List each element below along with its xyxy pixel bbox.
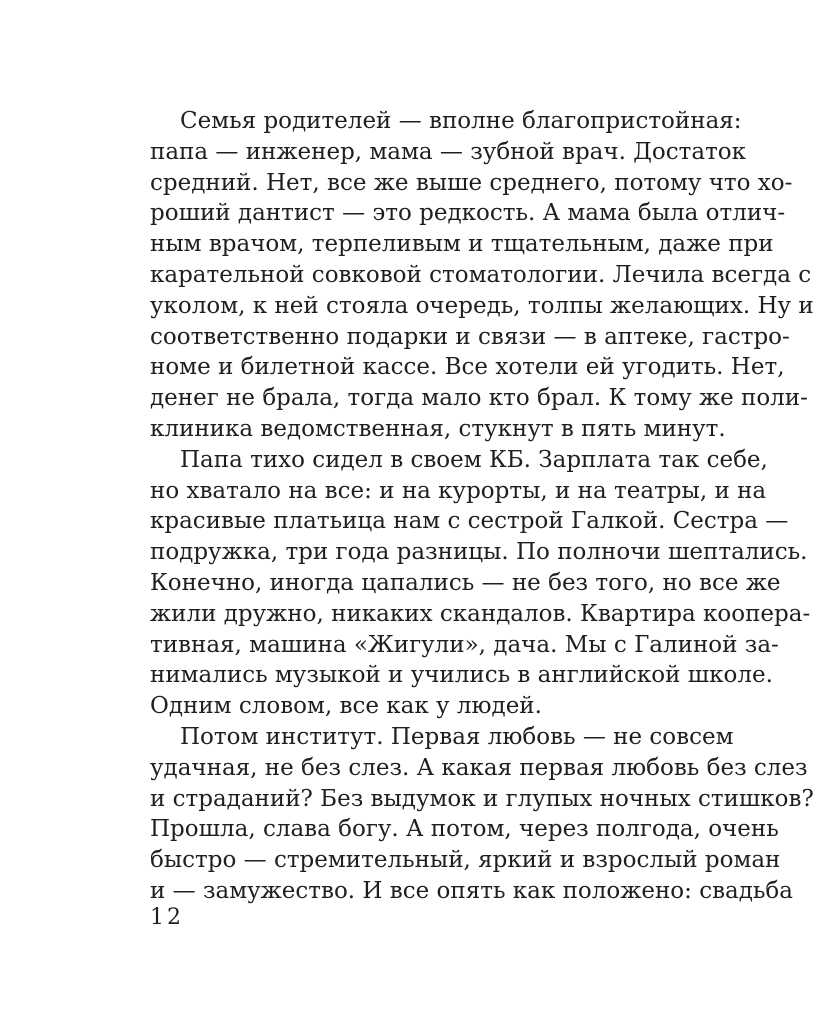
paragraph-1-line: папа — инженер, мама — зубной врач. Достаток [150, 138, 747, 165]
paragraph-2-line: жили дружно, никаких скандалов. Квартира коопера- [150, 600, 811, 627]
page-number: 12 [150, 905, 184, 930]
paragraph-2-line: нимались музыкой и учились в английской школе. [150, 662, 773, 689]
paragraph-1-line: клиника ведомственная, стукнут в пять минут. [150, 415, 726, 442]
paragraph-3-line: и — замужество. И все опять как положено: свадьба [150, 877, 793, 904]
paragraph-3-line: быстро — стремительный, яркий и взрослый роман [150, 847, 781, 874]
paragraph-2-line: Конечно, иногда цапались — не без того, но все же [150, 569, 781, 596]
paragraph-1-line: номе и билетной кассе. Все хотели ей угодить. Нет, [150, 354, 785, 381]
paragraph-2-line: Папа тихо сидел в своем КБ. Зарплата так себе, [180, 446, 768, 473]
paragraph-1-line: соответственно подарки и связи — в аптеке, гастро- [150, 323, 790, 350]
paragraph-2-line: но хватало на все: и на курорты, и на театры, и на [150, 477, 767, 504]
paragraph-2-line: красивые платьица нам с сестрой Галкой. Сестра — [150, 508, 789, 535]
paragraph-1-line: карательной совковой стоматологии. Лечила всегда с [150, 261, 812, 288]
paragraph-3-line: Потом институт. Первая любовь — не совсем [180, 723, 734, 750]
paragraph-2-line: подружка, три года разницы. По полночи шептались. [150, 539, 808, 566]
paragraph-1-line: денег не брала, тогда мало кто брал. К тому же поли- [150, 385, 808, 412]
paragraph-1-line: Семья родителей — вполне благопристойная: [180, 108, 742, 134]
paragraph-1-line: средний. Нет, все же выше среднего, потому что хо- [150, 169, 793, 196]
paragraph-3-line: Прошла, слава богу. А потом, через полгода, очень [150, 816, 779, 843]
paragraph-3-line: и страданий? Без выдумок и глупых ночных стишков? [150, 785, 814, 812]
body-text [150, 106, 814, 907]
paragraph-2-line: Одним словом, все как у людей. [150, 693, 542, 720]
paragraph-1-line: ным врачом, терпеливым и тщательным, даже при [150, 231, 774, 258]
paragraph-1-line: роший дантист — это редкость. А мама была отлич- [150, 200, 786, 227]
paragraph-1-line: уколом, к ней стояла очередь, толпы желающих. Ну и [150, 292, 814, 319]
paragraph-3-line: удачная, не без слез. А какая первая любовь без слез [150, 754, 808, 781]
paragraph-2-line: тивная, машина «Жигули», дача. Мы с Галиной за- [150, 631, 779, 658]
